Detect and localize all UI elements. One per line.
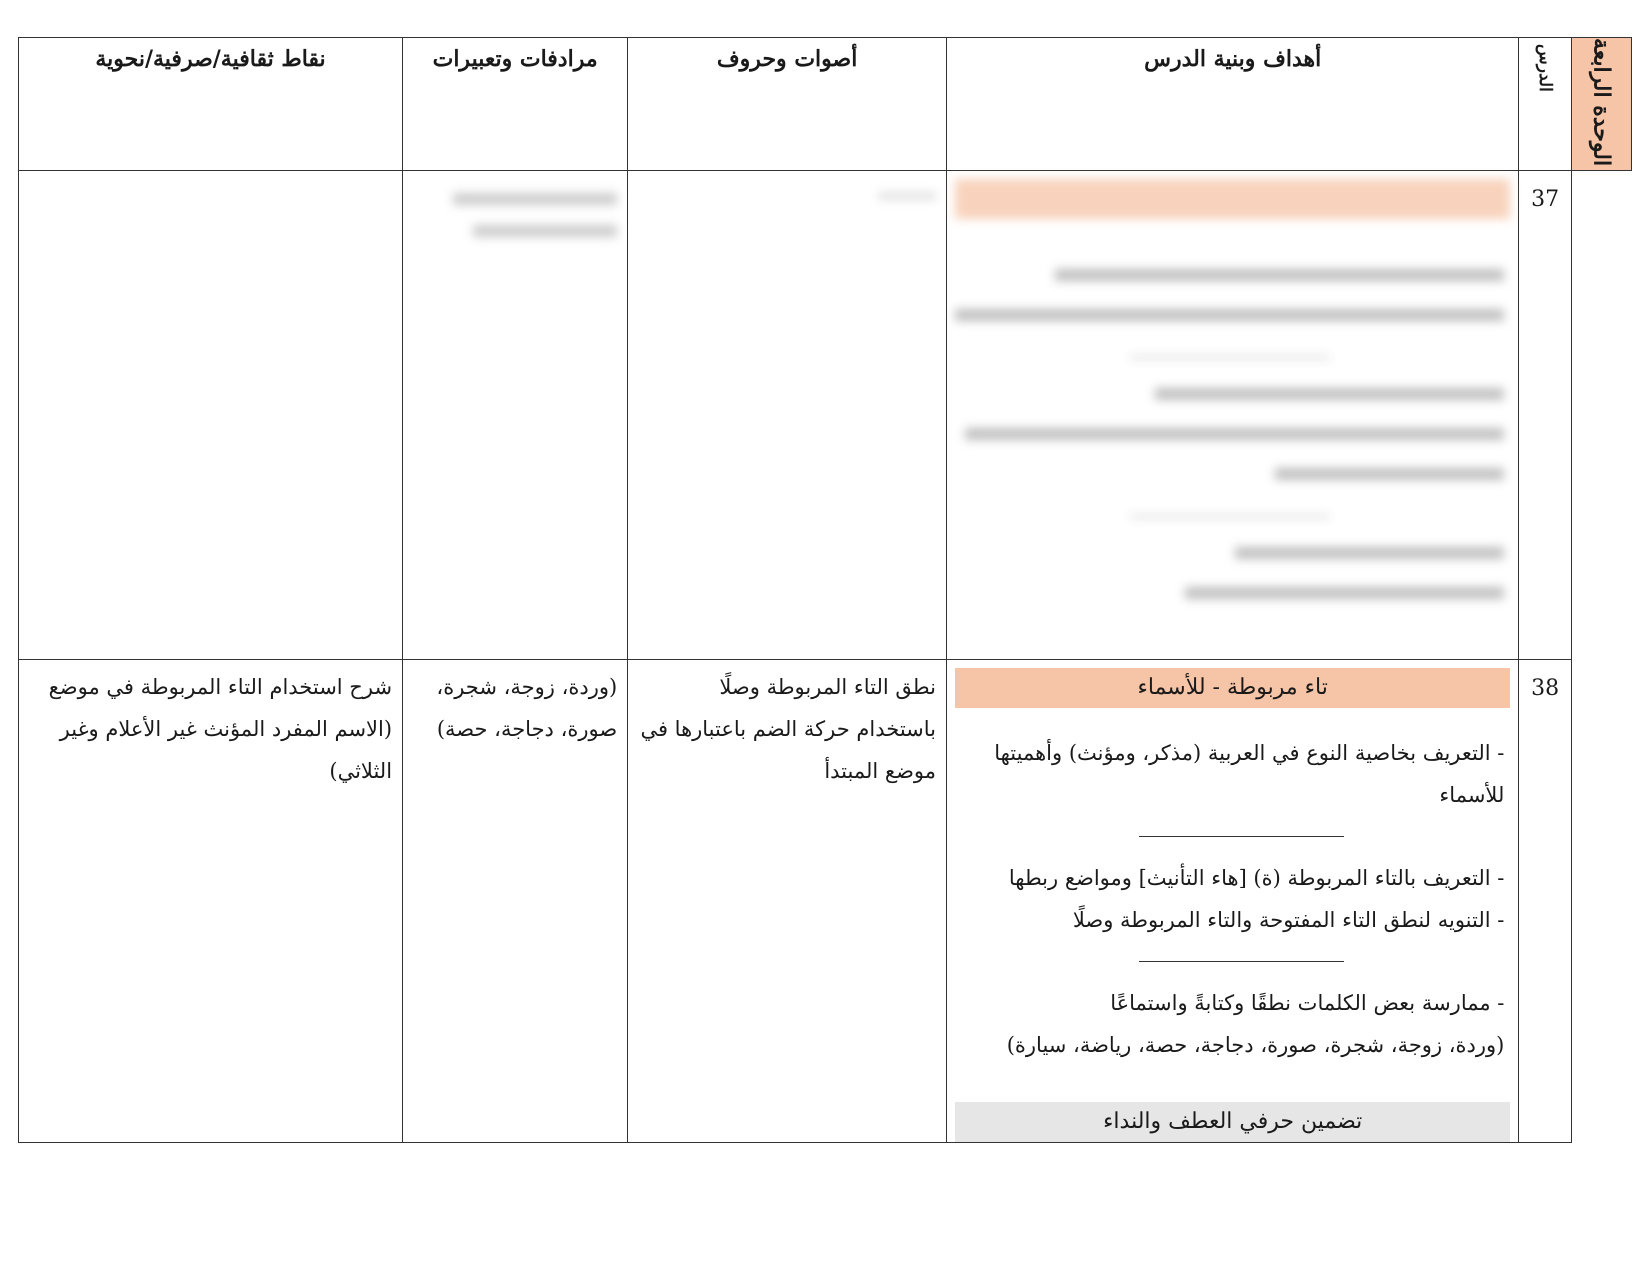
lesson-37-cultural: [19, 171, 403, 660]
redacted-content: [947, 179, 1518, 599]
lesson-38-sounds: [628, 660, 947, 1143]
syllabus-table: [18, 37, 1632, 1143]
unit-label-cell: [1571, 38, 1631, 171]
objective-item: (وردة، زوجة، شجرة، صورة، دجاجة، حصة، رياضة، سيارة): [1006, 1033, 1505, 1058]
lesson-38-cultural: [19, 660, 403, 1143]
objective-item: - التعريف بخاصية النوع في العربية (مذكر، ومؤنث) وأهميتها للأسماء: [994, 741, 1505, 808]
redacted-content: [403, 171, 627, 251]
redacted-content: [19, 171, 402, 659]
lesson-38-objectives: [947, 660, 1519, 1143]
sounds-text: نطق التاء المربوطة وصلًا باستخدام حركة الضم باعتبارها في موضع المبتدأ: [640, 675, 936, 784]
lesson-38-vocab: [403, 660, 628, 1143]
objective-item: - التعريف بالتاء المربوطة (ة) [هاء التأنيث] ومواضع ربطها: [1008, 866, 1505, 891]
objective-item: - ممارسة بعض الكلمات نطقًا وكتابةً واستماعًا: [1110, 991, 1505, 1016]
objectives-list: [947, 708, 1518, 1066]
cultural-text: شرح استخدام التاء المربوطة في موضع (الاسم المفرد المؤنث غير الأعلام وغير الثلاثي): [48, 675, 393, 784]
lesson-37-number: 37: [1519, 171, 1572, 660]
header-vocab: مرادفات وتعبيرات: [403, 38, 628, 171]
footer-bar: تضمين حرفي العطف والنداء: [955, 1102, 1510, 1142]
header-lesson-number: الدرس: [1519, 38, 1572, 171]
lesson-title: تاء مربوطة - للأسماء: [955, 668, 1510, 708]
lesson-row-38: [19, 660, 1632, 1143]
header-row: [19, 38, 1632, 171]
lesson-38-number: 38: [1519, 660, 1572, 1143]
lesson-37-vocab: [403, 171, 628, 660]
redacted-content: [628, 171, 946, 213]
syllabus-page: [18, 37, 1632, 1135]
header-objectives: أهداف وبنية الدرس: [947, 38, 1519, 171]
vocab-text: (وردة، زوجة، شجرة، صورة، دجاجة، حصة): [436, 675, 618, 742]
header-cultural: نقاط ثقافية/صرفية/نحوية: [19, 38, 403, 171]
lesson-37-objectives: [947, 171, 1519, 660]
divider: [1139, 836, 1344, 837]
header-sounds: أصوات وحروف: [628, 38, 947, 171]
lesson-row-37: [19, 171, 1632, 660]
unit-label: الوحدة الرابعة: [1588, 38, 1615, 167]
objective-item: - التنويه لنطق التاء المفتوحة والتاء المربوطة وصلًا: [1072, 908, 1505, 933]
divider: [1139, 961, 1344, 962]
lesson-37-sounds: [628, 171, 947, 660]
